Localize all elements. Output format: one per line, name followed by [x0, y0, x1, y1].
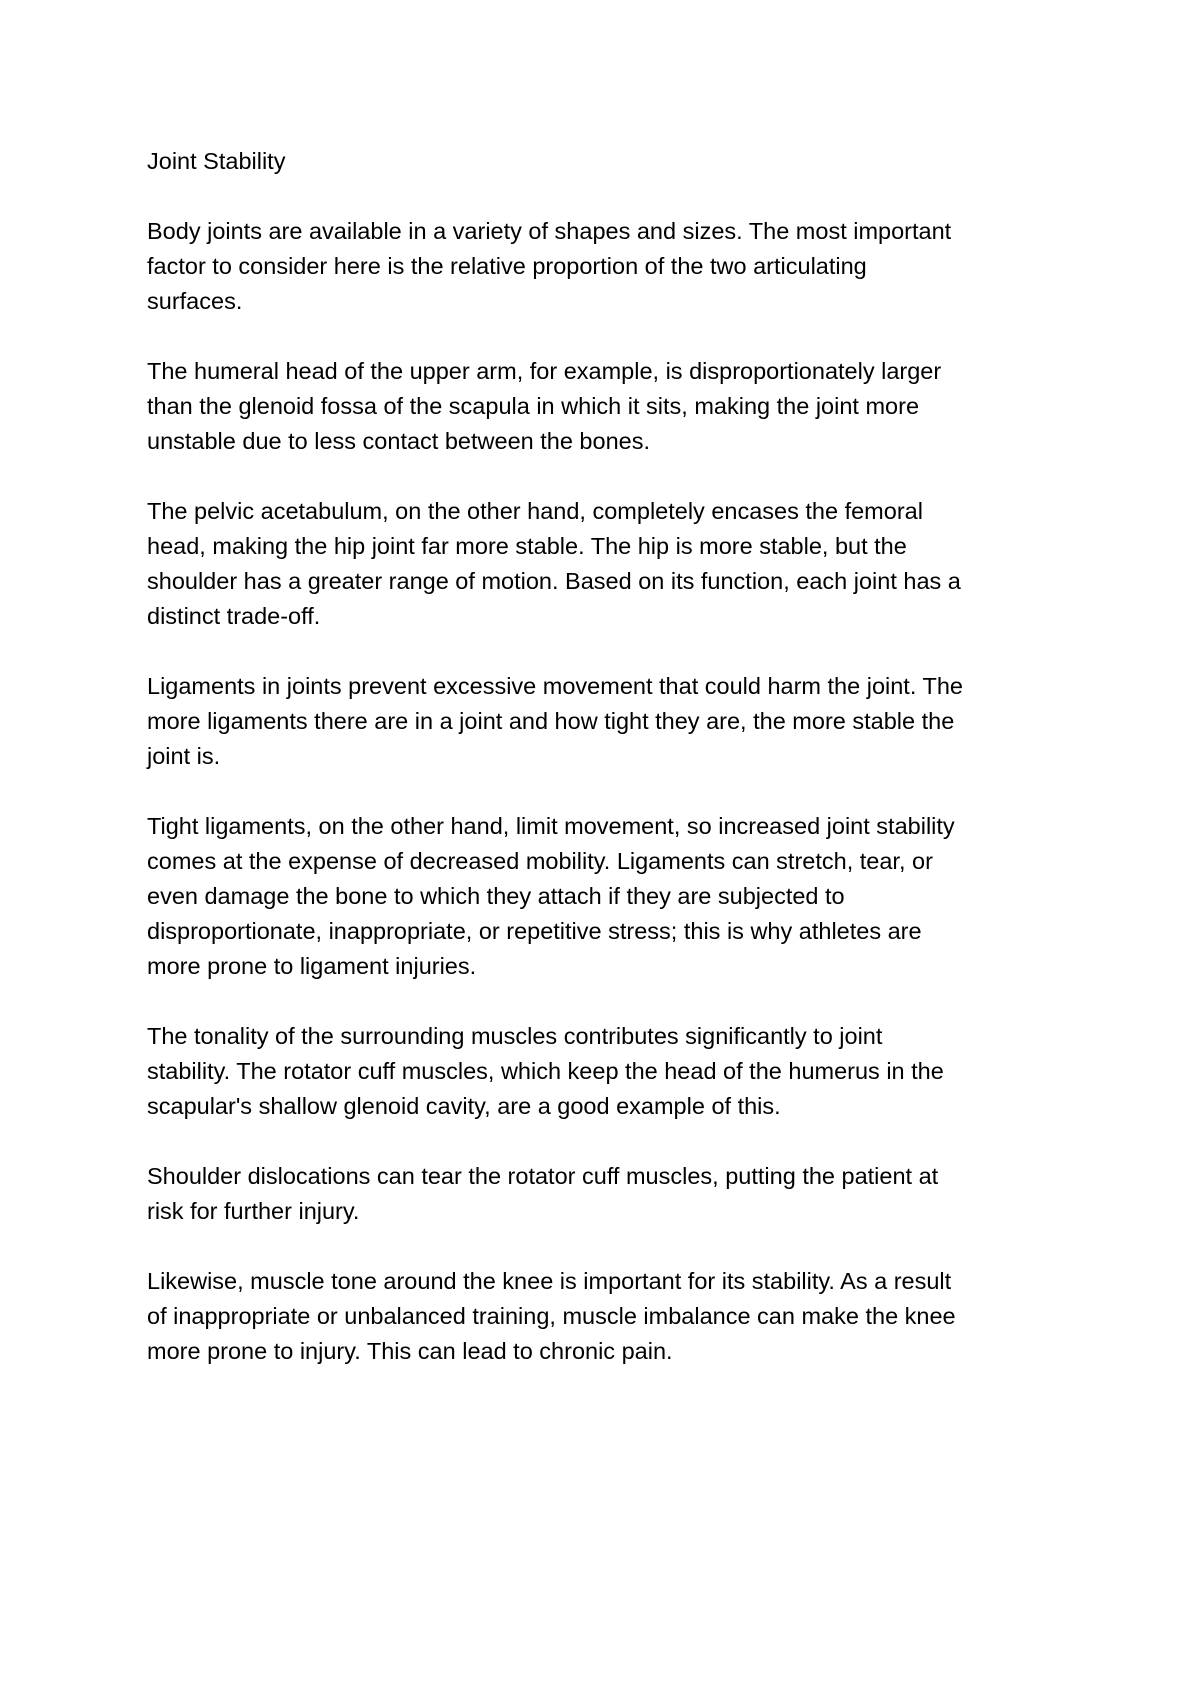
paragraph-5	[147, 809, 1077, 984]
paragraph-7	[147, 1159, 1077, 1229]
text-line: Ligaments in joints prevent excessive movement that could harm the joint. The	[147, 673, 963, 699]
text-line: more ligaments there are in a joint and how tight they are, the more stable the	[147, 708, 955, 734]
text-line: Tight ligaments, on the other hand, limit movement, so increased joint stability	[147, 813, 955, 839]
document-body	[147, 144, 1077, 1404]
document-title: Joint Stability	[147, 148, 286, 174]
text-line: disproportionate, inappropriate, or repetitive stress; this is why athletes are	[147, 918, 922, 944]
paragraph-2	[147, 354, 1077, 459]
paragraph-1	[147, 214, 1077, 319]
text-line: surfaces.	[147, 288, 243, 314]
text-line: even damage the bone to which they attach if they are subjected to	[147, 883, 845, 909]
paragraph-6	[147, 1019, 1077, 1124]
text-line: Body joints are available in a variety of shapes and sizes. The most important	[147, 218, 952, 244]
text-line: scapular's shallow glenoid cavity, are a good example of this.	[147, 1093, 781, 1119]
text-line: risk for further injury.	[147, 1198, 360, 1224]
text-line: Shoulder dislocations can tear the rotator cuff muscles, putting the patient at	[147, 1163, 939, 1189]
text-line: more prone to ligament injuries.	[147, 953, 477, 979]
text-line: comes at the expense of decreased mobility. Ligaments can stretch, tear, or	[147, 848, 933, 874]
paragraph-4	[147, 669, 1077, 774]
text-line: The tonality of the surrounding muscles contributes significantly to joint	[147, 1023, 883, 1049]
text-line: head, making the hip joint far more stable. The hip is more stable, but the	[147, 533, 907, 559]
text-line: distinct trade-off.	[147, 603, 321, 629]
text-line: stability. The rotator cuff muscles, which keep the head of the humerus in the	[147, 1058, 944, 1084]
text-line: of inappropriate or unbalanced training, muscle imbalance can make the knee	[147, 1303, 956, 1329]
text-line: more prone to injury. This can lead to chronic pain.	[147, 1338, 673, 1364]
text-line: unstable due to less contact between the bones.	[147, 428, 650, 454]
text-line: Likewise, muscle tone around the knee is important for its stability. As a result	[147, 1268, 952, 1294]
text-line: The humeral head of the upper arm, for example, is disproportionately larger	[147, 358, 942, 384]
text-line: joint is.	[147, 743, 221, 769]
paragraph-8	[147, 1264, 1077, 1369]
text-line: factor to consider here is the relative proportion of the two articulating	[147, 253, 867, 279]
text-line: than the glenoid fossa of the scapula in which it sits, making the joint more	[147, 393, 920, 419]
text-line: shoulder has a greater range of motion. Based on its function, each joint has a	[147, 568, 961, 594]
text-line: The pelvic acetabulum, on the other hand, completely encases the femoral	[147, 498, 923, 524]
paragraph-3	[147, 494, 1077, 634]
